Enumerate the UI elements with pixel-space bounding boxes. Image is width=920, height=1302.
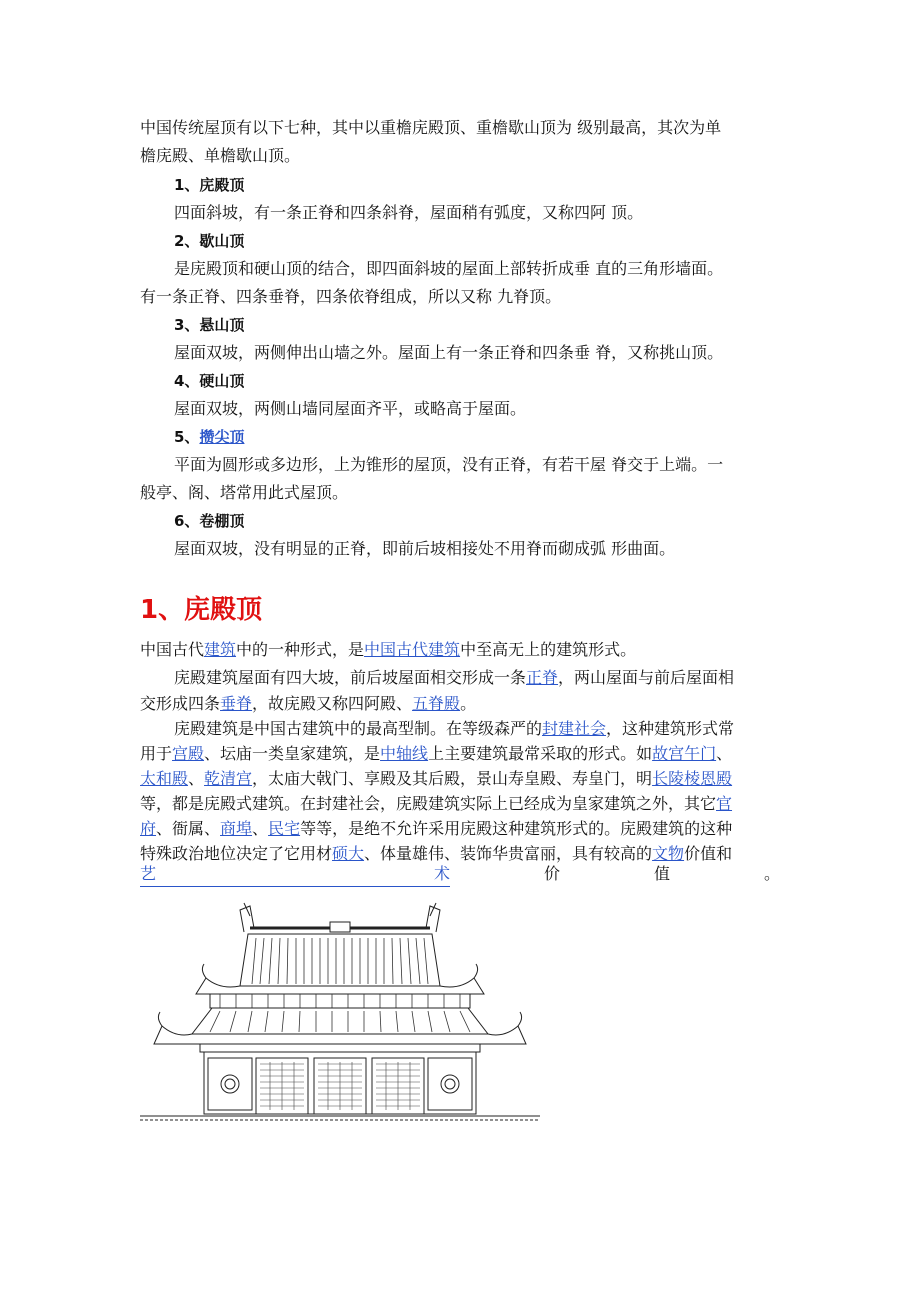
link-guanfu-b[interactable]: 府 (140, 819, 157, 838)
text: 价值和 (684, 844, 733, 863)
text: 中国古代 (140, 640, 205, 659)
section-p1 (140, 636, 636, 664)
section-p3-line4 (140, 790, 732, 818)
link-yishu[interactable] (140, 862, 450, 887)
text: ，太庙大戟门、享殿及其后殿，景山寿皇殿、寿皇门，明 (252, 769, 653, 788)
type-heading-6: 6、卷棚顶 (174, 512, 245, 530)
link-zhengji[interactable]: 正脊 (526, 668, 559, 687)
text: 上主要建筑最常采取的形式。如 (428, 744, 653, 763)
link-taihedian[interactable]: 太和殿 (140, 769, 189, 788)
text: 用于 (140, 744, 173, 763)
text: 等等，是绝不允许采用庑殿这种建筑形式的。庑殿建筑的这种 (300, 819, 733, 838)
section-p3-line3 (140, 765, 732, 793)
link-guanfu-a[interactable]: 官 (716, 794, 733, 813)
section-p2-line2 (140, 690, 476, 718)
text: 艺 (140, 864, 157, 883)
type-desc-1: 四面斜坡，有一条正脊和四条斜脊，屋面稍有弧度，又称四阿 顶。 (174, 203, 644, 222)
type-heading-5 (174, 423, 244, 451)
type-desc-6: 屋面双坡，没有明显的正脊，即前后坡相接处不用脊而砌成弧 形曲面。 (174, 539, 676, 558)
type-heading-4: 4、硬山顶 (174, 372, 245, 390)
type-desc-5b: 般亭、阁、塔常用此式屋顶。 (140, 483, 349, 502)
link-minzhai[interactable]: 民宅 (268, 819, 301, 838)
intro-line-1: 中国传统屋顶有以下七种，其中以重檐庑殿顶、重檐歇山顶为 级别最高，其次为单 (140, 118, 722, 137)
link-shangbu[interactable]: 商埠 (220, 819, 253, 838)
type-desc-2b: 有一条正脊、四条垂脊，四条依脊组成，所以又称 九脊顶。 (140, 287, 562, 306)
section-title: 1、庑殿顶 (140, 595, 263, 625)
text: 术 (433, 864, 450, 883)
text: 交形成四条 (140, 694, 221, 713)
section-p3-line2 (140, 740, 732, 768)
intro-line-2: 檐庑殿、单檐歇山顶。 (140, 146, 301, 165)
text: 价 (543, 864, 560, 883)
section-p3-line7 (140, 862, 780, 887)
type-heading-2: 2、歇山顶 (174, 232, 245, 250)
type-desc-4: 屋面双坡，两侧山墙同屋面齐平，或略高于屋面。 (174, 399, 527, 418)
text: 、 (188, 769, 205, 788)
type-desc-5a: 平面为圆形或多边形，上为锥形的屋顶，没有正脊，有若干屋 脊交于上端。一 (174, 455, 724, 474)
link-qianqinggong[interactable]: 乾清宫 (204, 769, 253, 788)
section-p3-line1 (174, 715, 734, 743)
text: 、体量雄伟、装饰华贵富丽，具有较高的 (364, 844, 653, 863)
section-p3-line5 (140, 815, 732, 843)
text: 等，都是庑殿式建筑。在封建社会，庑殿建筑实际上已经成为皇家建筑之外，其它 (140, 794, 717, 813)
link-wenwu[interactable]: 文物 (652, 844, 685, 863)
text: 、坛庙一类皇家建筑，是 (204, 744, 381, 763)
text: ，两山屋面与前后屋面相 (558, 668, 735, 687)
wudian-hall-drawing (140, 898, 540, 1126)
text: 。 (460, 694, 477, 713)
link-wujidian[interactable]: 五脊殿 (412, 694, 461, 713)
link-zhongguo-gudai-jianzhu[interactable]: 中国古代建筑 (364, 640, 461, 659)
text: 、 (716, 744, 733, 763)
text: 庑殿建筑屋面有四大坡，前后坡屋面相交形成一条 (174, 668, 527, 687)
link-gongdian[interactable]: 宫殿 (172, 744, 205, 763)
text: ，故庑殿又称四阿殿、 (252, 694, 413, 713)
text: 、 (252, 819, 269, 838)
text: 庑殿建筑是中国古建筑中的最高型制。在等级森严的 (174, 719, 543, 738)
text: 、衙属、 (156, 819, 221, 838)
type-heading-3: 3、悬山顶 (174, 316, 245, 334)
link-fengjian-shehui[interactable]: 封建社会 (542, 719, 607, 738)
text: 。 (763, 864, 780, 883)
link-chuiji[interactable]: 垂脊 (220, 694, 253, 713)
text: 中的一种形式，是 (236, 640, 365, 659)
type-heading-5-prefix: 5、 (174, 428, 200, 446)
type-heading-1: 1、庑殿顶 (174, 176, 245, 194)
link-zhongzhouxian[interactable]: 中轴线 (380, 744, 429, 763)
cuanjian-link[interactable]: 攒尖顶 (199, 428, 245, 446)
section-p2-line1 (174, 664, 734, 692)
text: ，这种建筑形式常 (606, 719, 735, 738)
type-desc-3: 屋面双坡，两侧伸出山墙之外。屋面上有一条正脊和四条垂 脊，又称挑山顶。 (174, 343, 724, 362)
link-shuoda[interactable]: 硕大 (332, 844, 365, 863)
link-gugong-wumen[interactable]: 故宫午门 (652, 744, 717, 763)
link-jianzhu[interactable]: 建筑 (204, 640, 237, 659)
type-desc-2a: 是庑殿顶和硬山顶的结合，即四面斜坡的屋面上部转折成垂 直的三角形墙面。 (174, 259, 724, 278)
link-changling[interactable]: 长陵棱恩殿 (652, 769, 733, 788)
text: 值 (653, 864, 670, 883)
text: 特殊政治地位决定了它用材 (140, 844, 333, 863)
text: 中至高无上的建筑形式。 (460, 640, 637, 659)
